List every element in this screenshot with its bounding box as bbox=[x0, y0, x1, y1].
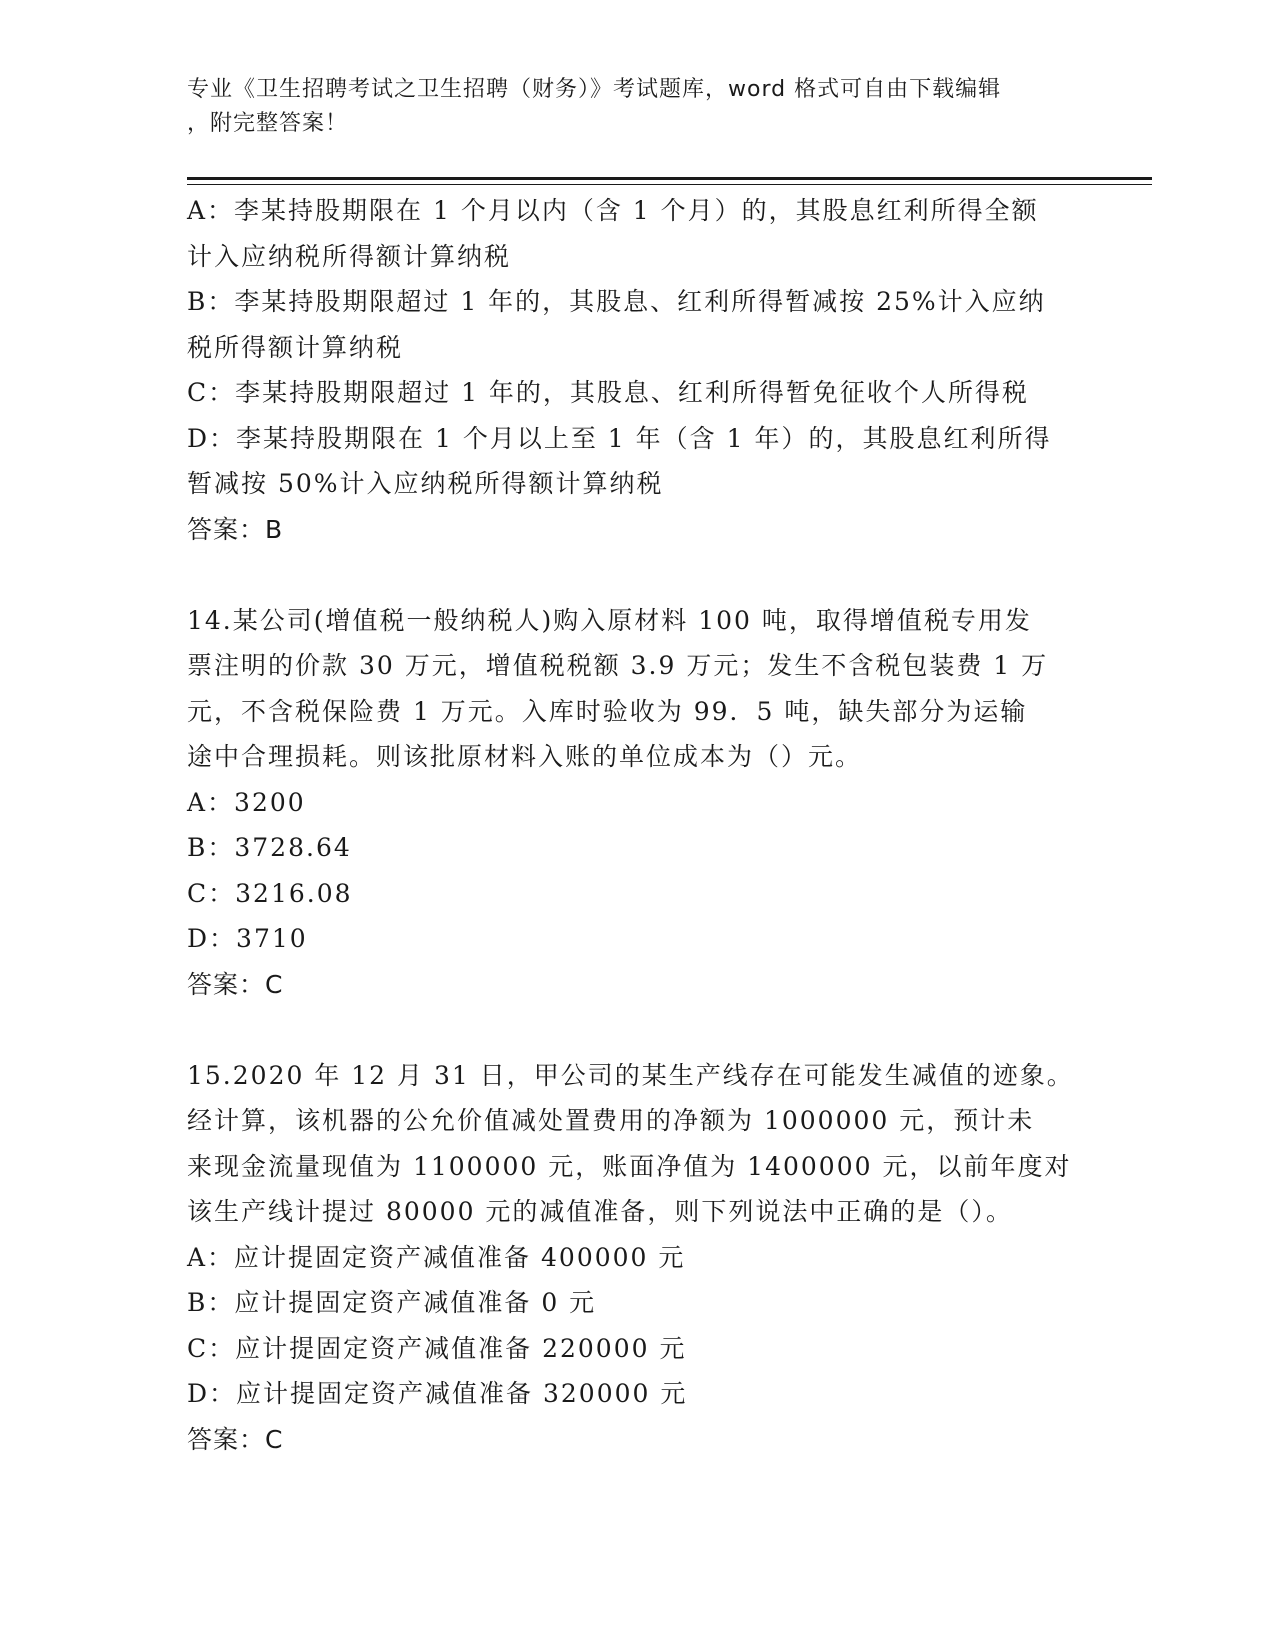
question-content bbox=[187, 188, 1074, 1462]
q15-option-d: D：应计提固定资产减值准备 320000 元 bbox=[187, 1379, 688, 1408]
q14-option-b: B：3728.64 bbox=[187, 833, 352, 862]
q14-stem-line-4: 途中合理损耗。则该批原材料入账的单位成本为（）元。 bbox=[187, 742, 863, 771]
q15-stem-line-3: 来现金流量现值为 1100000 元，账面净值为 1400000 元，以前年度对 bbox=[187, 1151, 1072, 1181]
q15-option-b: B：应计提固定资产减值准备 0 元 bbox=[187, 1288, 597, 1317]
question-15 bbox=[187, 1053, 1074, 1463]
q13-option-c: C：李某持股期限超过 1 年的，其股息、红利所得暂免征收个人所得税 bbox=[187, 378, 1029, 407]
header-line-1: 专业《卫生招聘考试之卫生招聘（财务）》考试题库，word 格式可自由下载编辑 bbox=[187, 77, 1002, 102]
q14-option-d: D：3710 bbox=[187, 924, 308, 953]
q14-stem-line-1: 14.某公司(增值税一般纳税人)购入原材料 100 吨，取得增值税专用发 bbox=[187, 605, 1032, 635]
q15-stem-line-1: 15.2020 年 12 月 31 日，甲公司的某生产线存在可能发生减值的迹象。 bbox=[187, 1060, 1074, 1090]
q13-option-a-line-2: 计入应纳税所得额计算纳税 bbox=[187, 241, 512, 271]
header-rule-thick bbox=[187, 177, 1152, 180]
q13-option-d-line-1: D：李某持股期限在 1 个月以上至 1 年（含 1 年）的，其股息红利所得 bbox=[187, 423, 1052, 453]
q14-option-c: C：3216.08 bbox=[187, 878, 353, 908]
q15-answer: 答案：C bbox=[187, 1424, 284, 1454]
document-header bbox=[187, 73, 1067, 141]
header-rule-thin bbox=[187, 184, 1152, 185]
q13-option-a-line-1: A：李某持股期限在 1 个月以内（含 1 个月）的，其股息红利所得全额 bbox=[187, 196, 1039, 225]
q13-answer: 答案：B bbox=[187, 514, 284, 544]
spacer bbox=[187, 1007, 1067, 1053]
q14-answer: 答案：C bbox=[187, 969, 284, 999]
q13-option-b-line-2: 税所得额计算纳税 bbox=[187, 332, 404, 362]
header-line-2: ，附完整答案！ bbox=[187, 111, 349, 136]
spacer bbox=[187, 552, 1067, 598]
q14-stem-line-2: 票注明的价款 30 万元，增值税税额 3.9 万元；发生不含税包装费 1 万 bbox=[187, 651, 1049, 680]
q15-option-c: C：应计提固定资产减值准备 220000 元 bbox=[187, 1333, 687, 1363]
q15-stem-line-4: 该生产线计提过 80000 元的减值准备，则下列说法中正确的是（）。 bbox=[187, 1197, 1013, 1226]
question-14 bbox=[187, 598, 1067, 1008]
q15-option-a: A：应计提固定资产减值准备 400000 元 bbox=[187, 1242, 686, 1272]
q13-option-b-line-1: B：李某持股期限超过 1 年的，其股息、红利所得暂减按 25%计入应纳 bbox=[187, 287, 1046, 316]
q15-stem-line-2: 经计算，该机器的公允价值减处置费用的净额为 1000000 元，预计未 bbox=[187, 1106, 1035, 1135]
question-13 bbox=[187, 188, 1067, 552]
q13-option-d-line-2: 暂减按 50%计入应纳税所得额计算纳税 bbox=[187, 469, 664, 498]
q14-stem-line-3: 元，不含税保险费 1 万元。入库时验收为 99．5 吨，缺失部分为运输 bbox=[187, 696, 1028, 726]
q14-option-a: A：3200 bbox=[187, 787, 306, 817]
